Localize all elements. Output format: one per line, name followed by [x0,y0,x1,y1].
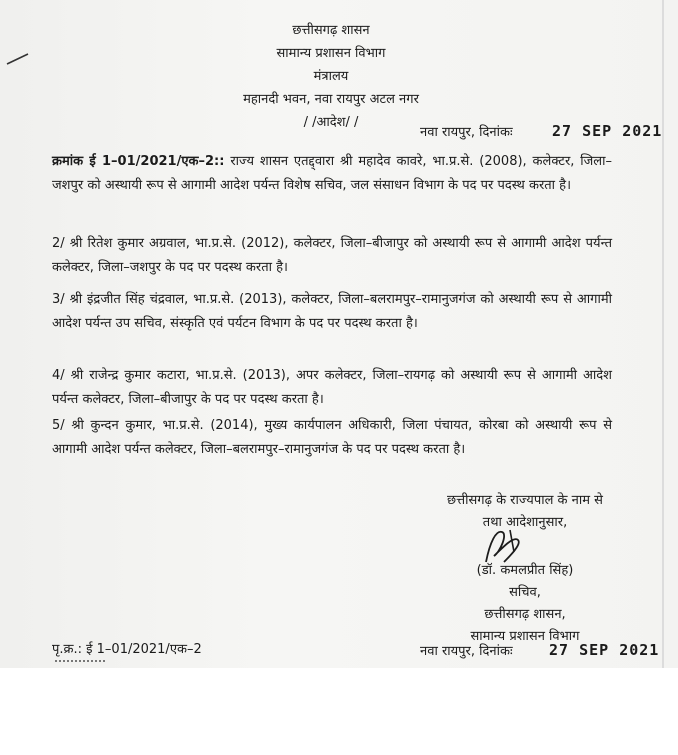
paper-edge [662,0,664,668]
authority-line-1: छत्तीसगढ़ के राज्यपाल के नाम से [447,493,603,508]
order-title: / /आदेश/ / [303,115,359,130]
paragraph-5 [52,414,612,462]
paragraph-3 [52,288,612,336]
header-line-2: सामान्य प्रशासन विभाग [276,46,386,61]
paragraph-3-number: 3/ [52,292,65,307]
cut-off-text-fragment [55,660,105,670]
paragraph-2 [52,232,612,280]
paragraph-2-number: 2/ [52,236,65,251]
paragraph-4-number: 4/ [52,368,65,383]
date-stamp: 27 SEP 2021 [552,122,663,140]
paragraph-5-number: 5/ [52,418,65,433]
signatory-dept-1: छत्तीसगढ़ शासन, [484,607,566,622]
paragraph-4 [52,364,612,412]
order-number: क्रमांक ई 1–01/2021/एक–2:: [52,154,225,169]
paragraph-5-text: श्री कुन्दन कुमार, भा.प्र.से. (2014), मुख्य कार्यपालन अधिकारी, जिला पंचायत, कोरबा को अस्थायी रूप से आगामी आदेश पर्यन्त कलेक्टर, जिला–बलरामपुर–रामानुजगंज के पद पर पदस्थ करता है। [52,418,612,457]
paragraph-1 [52,150,612,198]
header-line-1: छत्तीसगढ़ शासन [292,23,370,38]
header-line-4: महानदी भवन, नवा रायपुर अटल नगर [243,92,419,107]
paragraph-3-text: श्री इंद्रजीत सिंह चंद्रवाल, भा.प्र.से. (2013), कलेक्टर, जिला–बलरामपुर–रामानुजगंज को अस्थायी रूप से आगामी आदेश पर्यन्त उप सचिव, संस्कृति एवं पर्यटन विभाग के पद पर पदस्थ करता है। [52,292,612,331]
header-line-3: मंत्रालय [313,69,349,84]
signatory-details [405,560,645,648]
signatory-designation: सचिव, [509,585,541,600]
signatory-name: (डॉ. कमलप्रीत सिंह) [476,563,574,578]
footer-date-stamp: 27 SEP 2021 [549,641,660,659]
paragraph-1-text: राज्य शासन एतद्द्वारा श्री महादेव कावरे, भा.प्र.से. (2008), कलेक्टर, जिला–जशपुर को अस्थायी रूप से आगामी आदेश पर्यन्त विशेष सचिव, जल संसाधन विभाग के पद पर पदस्थ करता है। [52,154,612,193]
endorsement-number: पृ.क्र.: ई 1–01/2021/एक–2 [52,642,202,657]
signatory-dept-2: सामान्य प्रशासन विभाग [470,629,580,644]
footer-date-place: नवा रायपुर, दिनांकः [420,644,513,659]
paragraph-2-text: श्री रितेश कुमार अग्रवाल, भा.प्र.से. (2012), कलेक्टर, जिला–बीजापुर को अस्थायी रूप से आगामी आदेश पर्यन्त कलेक्टर, जिला–जशपुर के पद पर पदस्थ करता है। [52,236,612,275]
authority-line-2: तथा आदेशानुसार, [482,515,568,530]
paragraph-4-text: श्री राजेन्द्र कुमार कटारा, भा.प्र.से. (2013), अपर कलेक्टर, जिला–रायगढ़ को अस्थायी रूप से आगामी आदेश पर्यन्त कलेक्टर, जिला–बीजापुर के पद पर पदस्थ करता है। [52,368,612,407]
date-place: नवा रायपुर, दिनांकः [420,125,513,140]
